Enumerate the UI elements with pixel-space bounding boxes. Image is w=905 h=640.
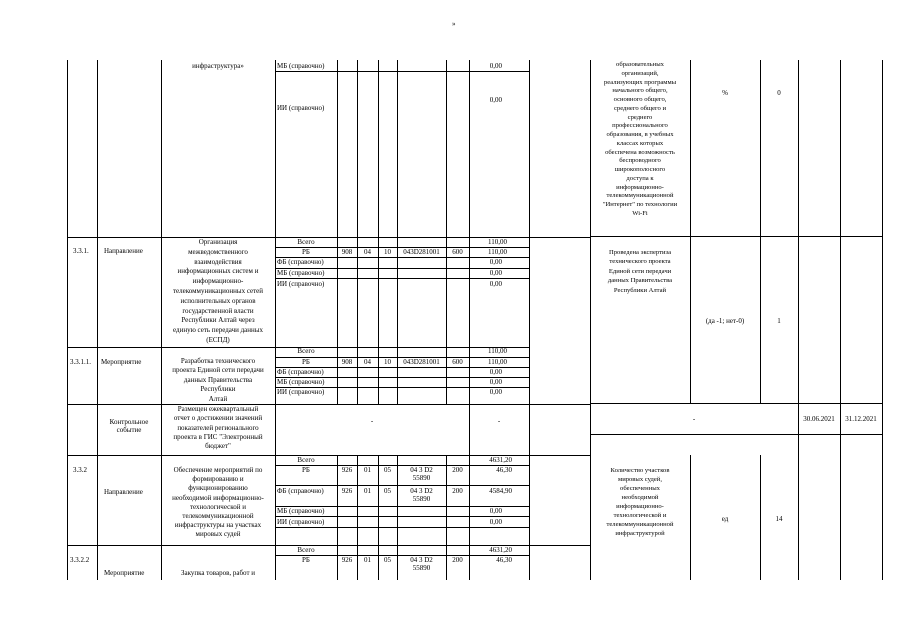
row-type: Мероприятие [101,358,142,366]
code-cell: 04 [364,358,371,366]
source-label: Всего [297,456,315,464]
amount-cell: 0,00 [489,507,502,515]
code-cell: 01 [364,466,371,474]
code-cell: 04 3 D2 55890 [410,466,433,483]
unit-cell: % [722,89,728,97]
grid-line [357,60,358,404]
unit-cell: ед [721,515,729,523]
grid-line [275,516,529,517]
value-cell: 1 [777,317,781,325]
grid-line [840,60,841,580]
amount-cell: 0,00 [489,378,502,386]
source-label: ИИ (справочно) [277,388,325,396]
row-type: Направление [104,488,143,496]
row-type: Направление [104,247,143,255]
grid-line [798,60,799,580]
grid-line [446,60,447,404]
dash-cell: - [692,415,696,423]
source-label: Всего [297,238,315,246]
grid-line [378,60,379,404]
amount-cell: 0,00 [489,280,502,288]
source-label: ФБ (справочно) [277,487,324,495]
source-label: МБ (справочно) [277,269,325,277]
grid-line [275,278,529,279]
row-type: Контрольное событие [109,418,149,435]
grid-line [882,60,883,580]
amount-cell: 0,00 [489,258,502,266]
code-cell: 200 [452,466,463,474]
page-number: » [452,20,456,28]
amount-cell: 110,00 [488,248,507,256]
source-label: РБ [302,248,310,256]
amount-cell: 0,00 [489,62,502,70]
grid-line [337,60,338,404]
grid-line [529,404,590,405]
row-type: Мероприятие [104,569,145,577]
dash-cell: - [497,417,501,425]
indicator-cell: Проведена экспертиза технического проекта Единой сети передачи данных Правительства Республики Алтай [607,249,673,294]
grid-line [760,60,761,404]
code-cell: 200 [452,487,463,495]
grid-line [275,60,276,580]
code-cell: 908 [341,358,353,366]
code-cell: 05 [384,556,391,564]
row-number: 3.3.1. [73,247,89,255]
grid-line [67,60,68,580]
source-label: ИИ (справочно) [277,104,325,112]
row-number: 3.3.2.2 [70,556,90,564]
code-cell: 04 3 D2 55890 [410,556,433,573]
amount-cell: 110,00 [488,238,507,246]
unit-cell: (да -1; нет-0) [705,317,745,325]
source-label: МБ (справочно) [277,62,325,70]
name-cell: Обеспечение мероприятий по формированию и функционированию необходимой информационно- технологической и телекоммуникационной инфраструктуры на участках мировых судей [172,466,264,539]
code-cell: 926 [341,556,353,564]
name-cell: Разработка технического проекта Единой сети передачи данных Правительства Республики Алтай [172,357,264,403]
code-cell: 926 [341,466,353,474]
code-cell: 04 3 D2 55890 [410,487,433,504]
amount-cell: 0,00 [489,368,502,376]
code-cell: 10 [384,358,391,366]
code-cell: 043D281001 [403,248,440,256]
row-number: 3.3.1.1. [70,358,91,366]
name-cell: Размещен ежеквартальный отчет о достижении значений показателей регионального проекта в ГИС "Электронный бюджет" [173,405,263,451]
grid-line [690,60,691,404]
grid-line [275,527,529,528]
amount-cell: 0,00 [489,96,502,104]
code-cell: 200 [452,556,463,564]
grid-line [590,236,882,237]
amount-cell: 110,00 [488,347,507,355]
grid-line [397,60,398,404]
amount-cell: 0,00 [489,518,502,526]
code-cell: 10 [384,248,391,256]
dash-cell: - [370,417,374,425]
row-number: 3.3.2 [73,466,87,474]
code-cell: 600 [452,358,463,366]
amount-cell: 0,00 [489,388,502,396]
source-label: РБ [302,556,310,564]
grid-line [469,60,470,580]
code-cell: 01 [364,487,371,495]
grid-line [67,404,529,405]
indicator-cell: образовательных организаций, реализующих программы начального общего, основного общего, среднего общего и среднего профессионального образования, в учебных классах которых обеспечена возможность беспроводного широкополосного доступа к информационно- телекоммуникационной "Интернет" по технологии Wi-Fi [602,61,678,217]
source-label: МБ (справочно) [277,378,325,386]
indicator-cell: Количество участков мировых судей, обеспеченных необходимой информационно- технологической и телекоммуникационной инфраструктурой [606,467,674,537]
code-cell: 908 [341,248,353,256]
amount-cell: 4631,20 [489,546,512,554]
source-label: Всего [297,546,315,554]
code-cell: 05 [384,487,391,495]
code-cell: 926 [341,487,353,495]
source-label: ИИ (справочно) [277,280,325,288]
source-label: ИИ (справочно) [277,518,325,526]
amount-cell: 46,30 [496,556,512,564]
grid-line [275,485,529,486]
code-cell: 04 [364,248,371,256]
source-label: ФБ (справочно) [277,258,324,266]
amount-cell: 4631,20 [489,456,512,464]
code-cell: 043D281001 [403,358,440,366]
grid-line [275,71,529,72]
name-cell: Организация межведомственного взаимодействия информационных систем и информационно- телекоммуникационных сетей исполнительных органов государственной власти Республики Алтай через единую сеть передачи данных (ЕСПД) [172,238,264,344]
code-cell: 05 [384,466,391,474]
source-label: РБ [302,358,310,366]
value-cell: 14 [775,515,783,523]
code-cell: 600 [452,248,463,256]
date-end: 31.12.2021 [845,415,877,423]
source-label: Всего [297,347,315,355]
amount-cell: 4584,90 [489,487,512,495]
source-label: ФБ (справочно) [277,368,324,376]
name-cell: инфраструктура» [192,62,244,70]
amount-cell: 0,00 [489,269,502,277]
amount-cell: 46,30 [496,466,512,474]
source-label: МБ (справочно) [277,507,325,515]
grid-line [529,60,530,580]
code-cell: 01 [364,556,371,564]
amount-cell: 110,00 [488,358,507,366]
source-label: РБ [302,466,310,474]
grid-line [590,403,882,404]
grid-line [97,60,98,580]
value-cell: 0 [777,89,781,97]
grid-line [590,434,882,435]
date-start: 30.06.2021 [803,415,835,423]
name-cell: Закупка товаров, работ и [180,569,256,577]
